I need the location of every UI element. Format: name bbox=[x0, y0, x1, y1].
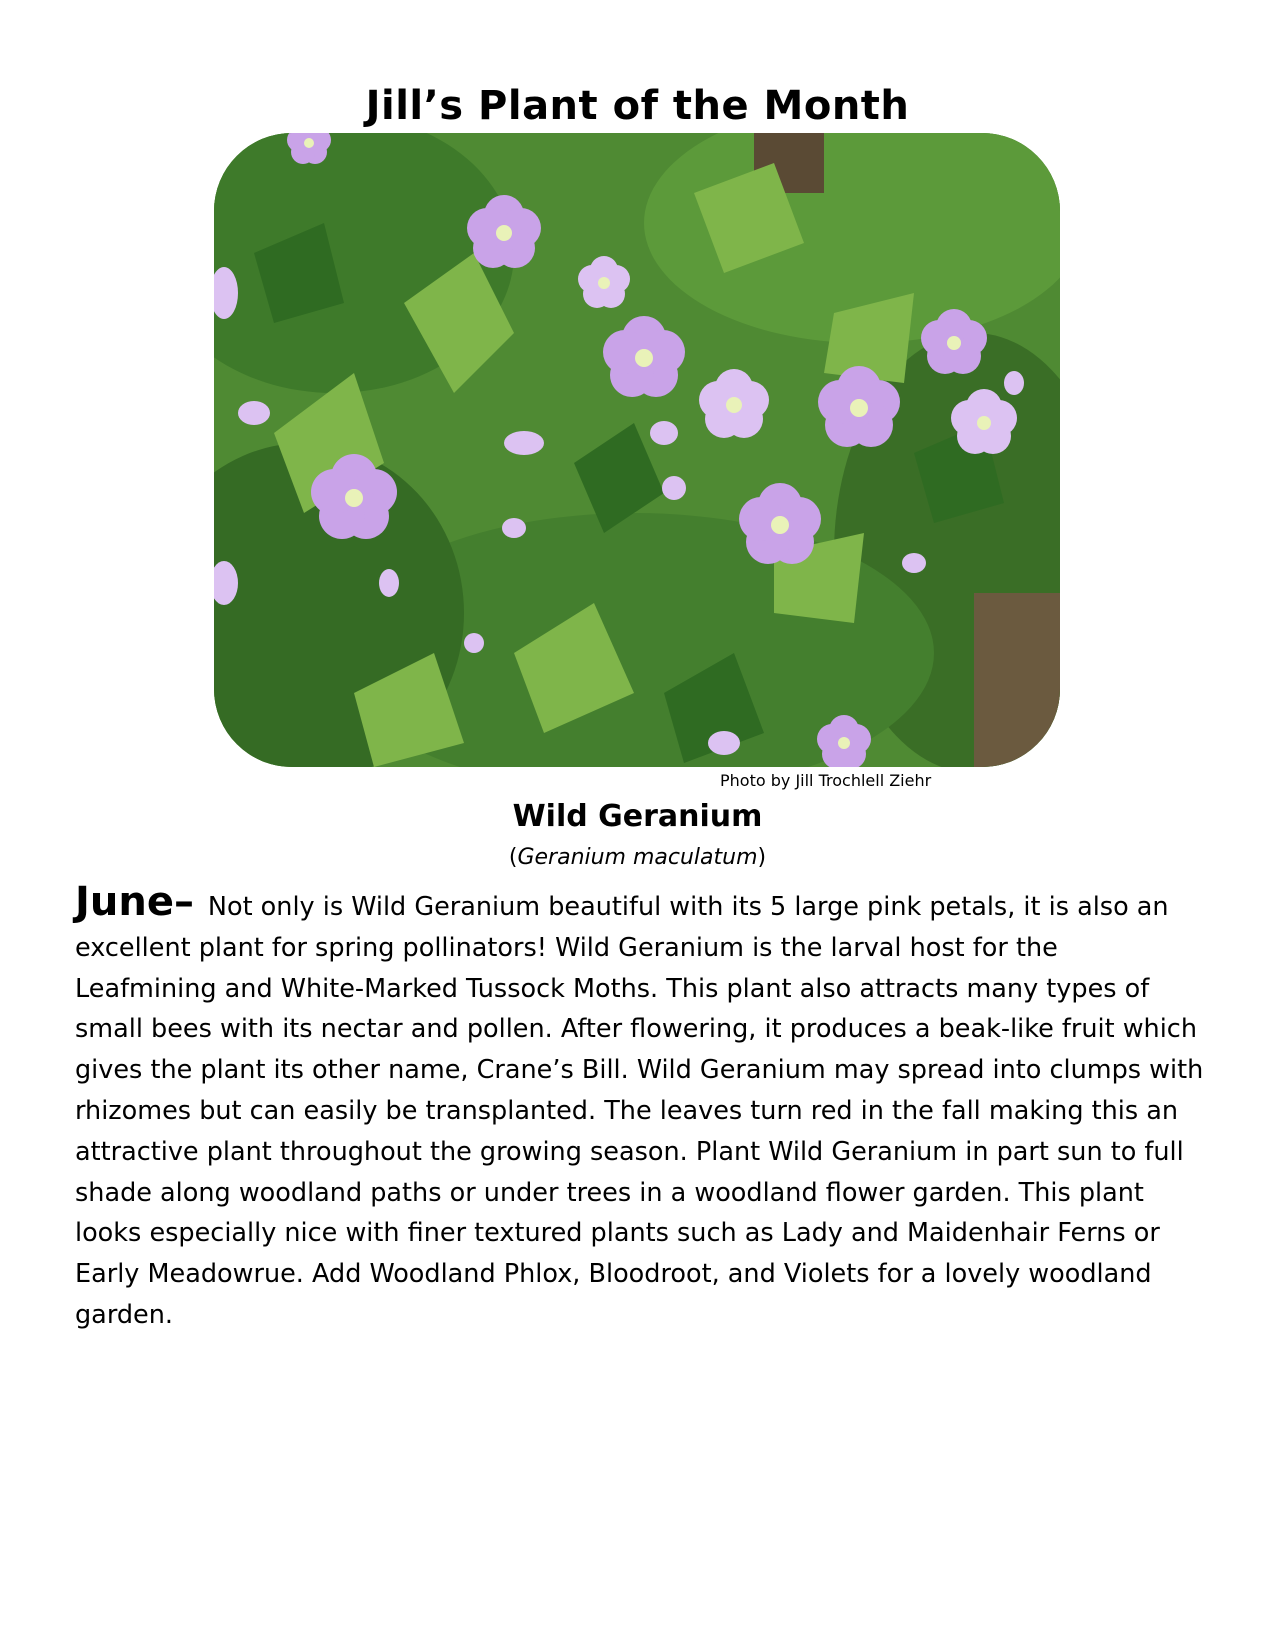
scientific-name-text: Geranium maculatum bbox=[517, 845, 758, 870]
plant-photo-illustration bbox=[214, 133, 1060, 767]
scientific-open-paren: ( bbox=[508, 845, 518, 870]
photo-credit: Photo by Jill Trochlell Ziehr bbox=[720, 771, 932, 790]
plant-scientific-name bbox=[0, 843, 1275, 873]
plant-common-name: Wild Geranium bbox=[512, 799, 763, 834]
article-body bbox=[75, 879, 1205, 1336]
page-title: Jill’s Plant of the Month bbox=[365, 83, 910, 129]
article-paragraph: Not only is Wild Geranium beautiful with its 5 large pink petals, it is also an excellent plant for spring pollinators! Wild Geranium is the larval host for the Leafmining and White-Marked Tussock Moths. This plant also attracts many types of small bees with its nectar and pollen. After flowering, it produces a beak-like fruit which gives the plant its other name, Crane’s Bill. Wild Geranium may spread into clumps with rhizomes but can easily be transplanted. The leaves turn red in the fall making this an attractive plant throughout the growing season. Plant Wild Geranium in part sun to full shade along woodland paths or under trees in a woodland flower garden. This plant looks especially nice with finer textured plants such as Lady and Maidenhair Ferns or Early Meadowrue. Add Woodland Phlox, Bloodroot, and Violets for a lovely woodland garden. bbox=[75, 892, 1204, 1330]
month-label: June bbox=[75, 879, 174, 925]
month-dash: – bbox=[173, 879, 208, 925]
plant-photo bbox=[214, 133, 1060, 767]
scientific-close-paren: ) bbox=[757, 845, 767, 870]
